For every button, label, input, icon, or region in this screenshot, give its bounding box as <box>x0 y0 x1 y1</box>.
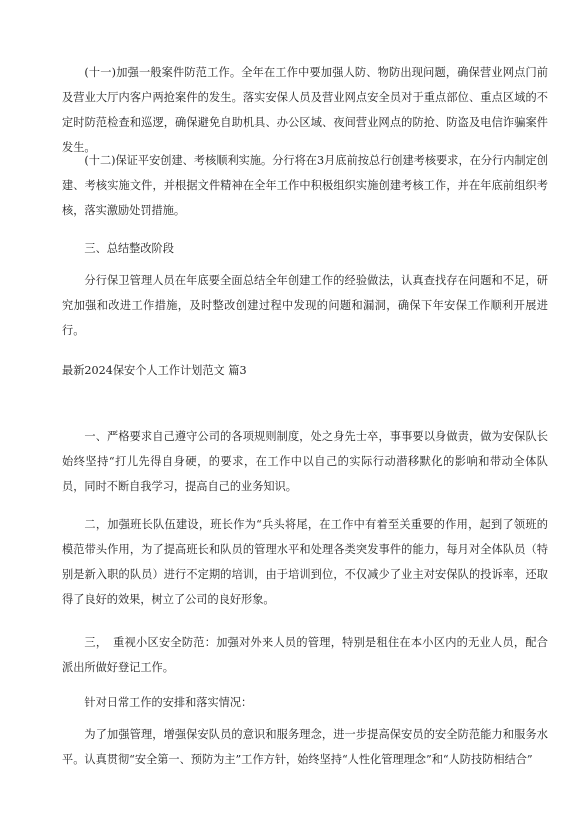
paragraph-12: (十二)保证平安创建、考核顺利实施。分行将在3月底前按总行创建考核要求，在分行内制定创建、考核实施文件，并根据文件精神在全年工作中积极组织实施创建考核工作，并在年底前组织考核，落实激励处罚措施。 <box>62 154 548 217</box>
paragraph-item-3: 三， 重视小区安全防范：加强对外来人员的管理，特别是租住在本小区内的无业人员，配合派出所做好登记工作。 <box>62 636 548 674</box>
paragraph-item-1: 一、严格要求自己遵守公司的各项规则制度，处之身先士卒，事事要以身做责，做为安保队长始终坚持“打儿先得自身硬，的要求，在工作中以自己的实际行动潜移默化的影响和带动全体队员，同时不断自我学习，提高自己的业务知识。 <box>62 430 548 493</box>
paragraph-summary: 分行保卫管理人员在年底要全面总结全年创建工作的经验做法，认真查找存在问题和不足，研究加强和改进工作措施，及时整改创建过程中发现的问题和漏洞，确保下年安保工作顺利开展进行。 <box>62 274 548 337</box>
section-title: 最新2024保安个人工作计划范文 篇3 <box>62 364 247 377</box>
paragraph-daily-work: 针对日常工作的安排和落实情况： <box>84 696 253 709</box>
paragraph-11: (十一)加强一般案件防范工作。全年在工作中要加强人防、物防出现问题，确保营业网点门前及营业大厅内客户两抢案件的发生。落实安保人员及营业网点安全员对于重点部位、重点区域的不定时防范检查和巡逻，确保避免自助机具、办公区域、夜间营业网点的防抢、防盗及电信诈骗案件发生。 <box>62 66 548 154</box>
section-heading-summary: 三、总结整改阶段 <box>84 242 174 255</box>
paragraph-item-2: 二，加强班长队伍建设，班长作为“兵头将尾，在工作中有着至关重要的作用，起到了领班的模范带头作用，为了提高班长和队员的管理水平和处理各类突发事件的能力，每月对全体队员（特别是新入职的队员）进行不定期的培训，由于培训到位，不仅减少了业主对安保队的投诉率，还取得了良好的效果，树立了公司的良好形象。 <box>62 518 548 606</box>
paragraph-management: 为了加强管理，增强保安队员的意识和服务理念，进一步提高保安员的安全防范能力和服务水平。认真贯彻“安全第一、预防为主”工作方针，始终坚持“人性化管理理念”和“人防技防相结合” <box>62 728 548 766</box>
